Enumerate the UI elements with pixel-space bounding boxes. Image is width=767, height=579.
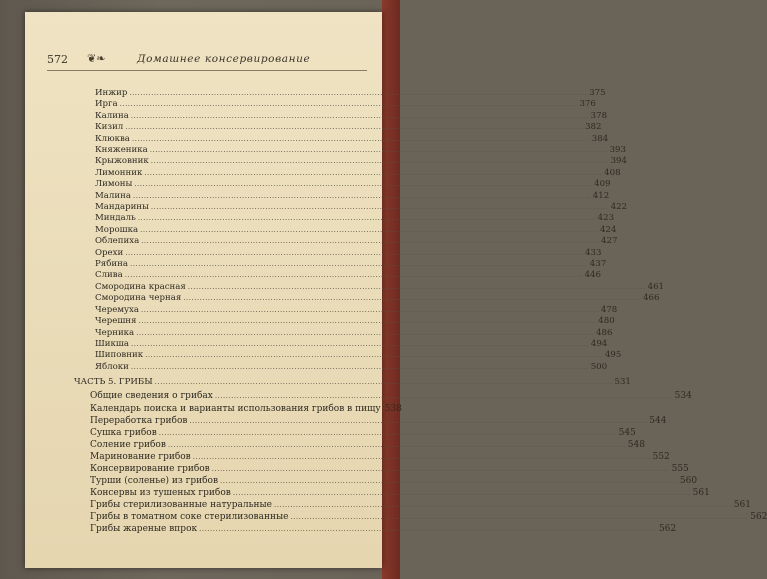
- toc-entry-label: Грибы в томатном соке стерилизованные: [90, 512, 289, 522]
- toc-entry-page: 548: [627, 440, 645, 450]
- toc-entry: [90, 500, 751, 512]
- toc-entry: [95, 156, 627, 168]
- toc-entry-label: Княженика: [95, 145, 148, 155]
- toc-entry: [95, 122, 602, 134]
- toc-entry-label: Крыжовник: [95, 156, 149, 166]
- toc-entry-page: 495: [604, 350, 622, 360]
- leader-dots: [120, 100, 578, 108]
- toc-entry-page: 544: [649, 416, 667, 426]
- toc-entry-page: 500: [590, 362, 608, 372]
- toc-entry: [95, 270, 601, 282]
- toc-entry: [90, 452, 670, 464]
- leader-dots: [136, 329, 594, 337]
- toc-entry: [95, 236, 618, 248]
- toc-entry: [95, 213, 615, 225]
- ornament-icon: ❦❧: [87, 52, 106, 65]
- toc-entry-label: Шиповник: [95, 350, 144, 360]
- toc-entry-page: 555: [671, 464, 689, 474]
- toc-entry-label: Маринование грибов: [90, 452, 191, 462]
- toc-entry-label: Смородина красная: [95, 282, 186, 292]
- toc-entry: [90, 416, 667, 428]
- leader-dots: [141, 306, 599, 314]
- toc-entry-label: Общие сведения о грибах: [90, 391, 213, 401]
- toc-entry-page: 423: [597, 213, 615, 223]
- toc-entry-label: Клюква: [95, 134, 130, 144]
- toc-entry-label: Яблоки: [95, 362, 129, 372]
- toc-entry-page: 562: [750, 512, 767, 522]
- leader-dots: [125, 123, 583, 131]
- toc-entry-page: 561: [733, 500, 751, 510]
- leader-dots: [131, 363, 589, 371]
- toc-entry-page: 461: [647, 282, 665, 292]
- leader-dots: [151, 203, 609, 211]
- toc-entry-page: 466: [643, 293, 660, 303]
- toc-entry: [95, 99, 596, 111]
- toc-entry-page: 480: [598, 316, 615, 326]
- leader-dots: [199, 525, 657, 533]
- toc-entry: [90, 512, 767, 524]
- toc-entry-label: Лимоны: [95, 179, 133, 189]
- toc-entry-page: 534: [674, 391, 692, 401]
- toc-entry-label: Орехи: [95, 248, 124, 258]
- toc-entry: [95, 179, 611, 191]
- leader-dots: [131, 340, 589, 348]
- toc-entry: [90, 404, 402, 416]
- leader-dots: [134, 180, 592, 188]
- toc-entry-page: 486: [596, 328, 613, 338]
- toc-entry-label: Морошка: [95, 225, 139, 235]
- toc-entry-page: 412: [592, 191, 610, 201]
- toc-entry-label: Черемуха: [95, 305, 140, 315]
- toc-entry-label: Миндаль: [95, 213, 136, 223]
- toc-entry-label: Ирга: [95, 99, 118, 109]
- leader-dots: [189, 417, 647, 425]
- toc-entry-label: Переработка грибов: [90, 416, 188, 426]
- page-number: 572: [47, 53, 68, 66]
- toc-entry: [90, 488, 710, 500]
- toc-entry: [90, 428, 636, 440]
- toc-entry: [95, 362, 608, 374]
- toc-entry: [90, 524, 677, 536]
- running-header: [47, 49, 377, 69]
- leader-dots: [140, 226, 598, 234]
- leader-dots: [150, 146, 608, 154]
- toc-entry-page: 562: [658, 524, 677, 534]
- toc-entry-label: Калина: [95, 111, 129, 121]
- toc-entry: [90, 440, 645, 452]
- toc-entry-label: Инжир: [95, 88, 128, 98]
- toc-entry-page: 393: [609, 145, 626, 155]
- toc-entry-label: Черника: [95, 328, 135, 338]
- toc-entry-page: 561: [692, 488, 710, 498]
- toc-entry-label: Рябина: [95, 259, 128, 269]
- leader-dots: [188, 283, 646, 291]
- toc-entry-page: 424: [599, 225, 617, 235]
- toc-entry-label: Турши (соленье) из грибов: [90, 476, 219, 486]
- leader-dots: [132, 135, 590, 143]
- toc-entry-page: 545: [618, 428, 636, 438]
- toc-entry-page: 538: [384, 404, 402, 414]
- leader-dots: [155, 378, 613, 386]
- toc-entry-page: 494: [590, 339, 608, 349]
- leader-dots: [138, 214, 596, 222]
- leader-dots: [290, 513, 748, 521]
- leader-dots: [159, 429, 617, 437]
- toc-section-page: 531: [614, 377, 631, 387]
- leader-dots: [168, 441, 626, 449]
- toc-entry-page: 427: [601, 236, 618, 246]
- toc-entry-page: 375: [589, 88, 606, 98]
- toc-entry-label: Грибы жареные впрок: [90, 524, 198, 534]
- toc-entry-label: Малина: [95, 191, 131, 201]
- leader-dots: [151, 157, 609, 165]
- leader-dots: [144, 169, 602, 177]
- toc-entry-page: 382: [585, 122, 602, 132]
- leader-dots: [233, 489, 691, 497]
- toc-entry-page: 446: [584, 270, 601, 280]
- leader-dots: [145, 351, 603, 359]
- leader-dots: [129, 89, 587, 97]
- toc-entry-page: 433: [585, 248, 602, 258]
- toc-entry-label: Облепиха: [95, 236, 140, 246]
- toc-entry-page: 478: [600, 305, 618, 315]
- toc-entry-page: 408: [604, 168, 621, 178]
- toc-entry-label: Консервы из тушеных грибов: [90, 488, 231, 498]
- toc-entry-label: Мандарины: [95, 202, 149, 212]
- leader-dots: [133, 192, 591, 200]
- leader-dots: [220, 477, 678, 485]
- toc-entry-page: 378: [590, 111, 608, 121]
- toc-entry-label: Слива: [95, 270, 123, 280]
- toc-entry-page: 422: [610, 202, 628, 212]
- toc-entry-page: 394: [610, 156, 627, 166]
- leader-dots: [183, 294, 641, 302]
- toc-entry-page: 384: [591, 134, 609, 144]
- leader-dots: [141, 237, 599, 245]
- leader-dots: [125, 271, 583, 279]
- toc-entry-label: Консервирование грибов: [90, 464, 210, 474]
- toc-entry-page: 437: [589, 259, 607, 269]
- leader-dots: [212, 465, 670, 473]
- leader-dots: [138, 317, 596, 325]
- toc-entry: [95, 316, 615, 328]
- toc-entry: [90, 464, 689, 476]
- toc-entry-label: Шикша: [95, 339, 130, 349]
- leader-dots: [130, 260, 588, 268]
- toc-entry: [90, 391, 692, 403]
- toc-entry-page: 409: [594, 179, 611, 189]
- toc-entry-label: Черешня: [95, 316, 137, 326]
- toc-entry-label: Кизил: [95, 122, 124, 132]
- toc-entry-label: Смородина черная: [95, 293, 182, 303]
- toc-entry: [90, 476, 698, 488]
- toc-section-label: ЧАСТЬ 5. ГРИБЫ: [74, 377, 153, 387]
- toc-entry-label: Грибы стерилизованные натуральные: [90, 500, 272, 510]
- running-title: Домашнее консервирование: [137, 53, 311, 65]
- toc-entry: [95, 293, 660, 305]
- toc-entry-page: 552: [652, 452, 670, 462]
- leader-dots: [131, 112, 589, 120]
- header-rule: [47, 70, 367, 71]
- toc-entry-label: Лимонник: [95, 168, 143, 178]
- toc-entry-page: 560: [679, 476, 698, 486]
- leader-dots: [274, 501, 732, 509]
- toc-section-heading: [74, 377, 631, 389]
- toc-entry-label: Соление грибов: [90, 440, 166, 450]
- toc-entry-label: Календарь поиска и варианты использования грибов в пищу: [90, 404, 381, 414]
- toc-entry-page: 376: [579, 99, 596, 109]
- leader-dots: [215, 392, 673, 400]
- toc-entry: [95, 350, 622, 362]
- leader-dots: [125, 249, 583, 257]
- leader-dots: [193, 453, 651, 461]
- toc-entry-label: Сушка грибов: [90, 428, 157, 438]
